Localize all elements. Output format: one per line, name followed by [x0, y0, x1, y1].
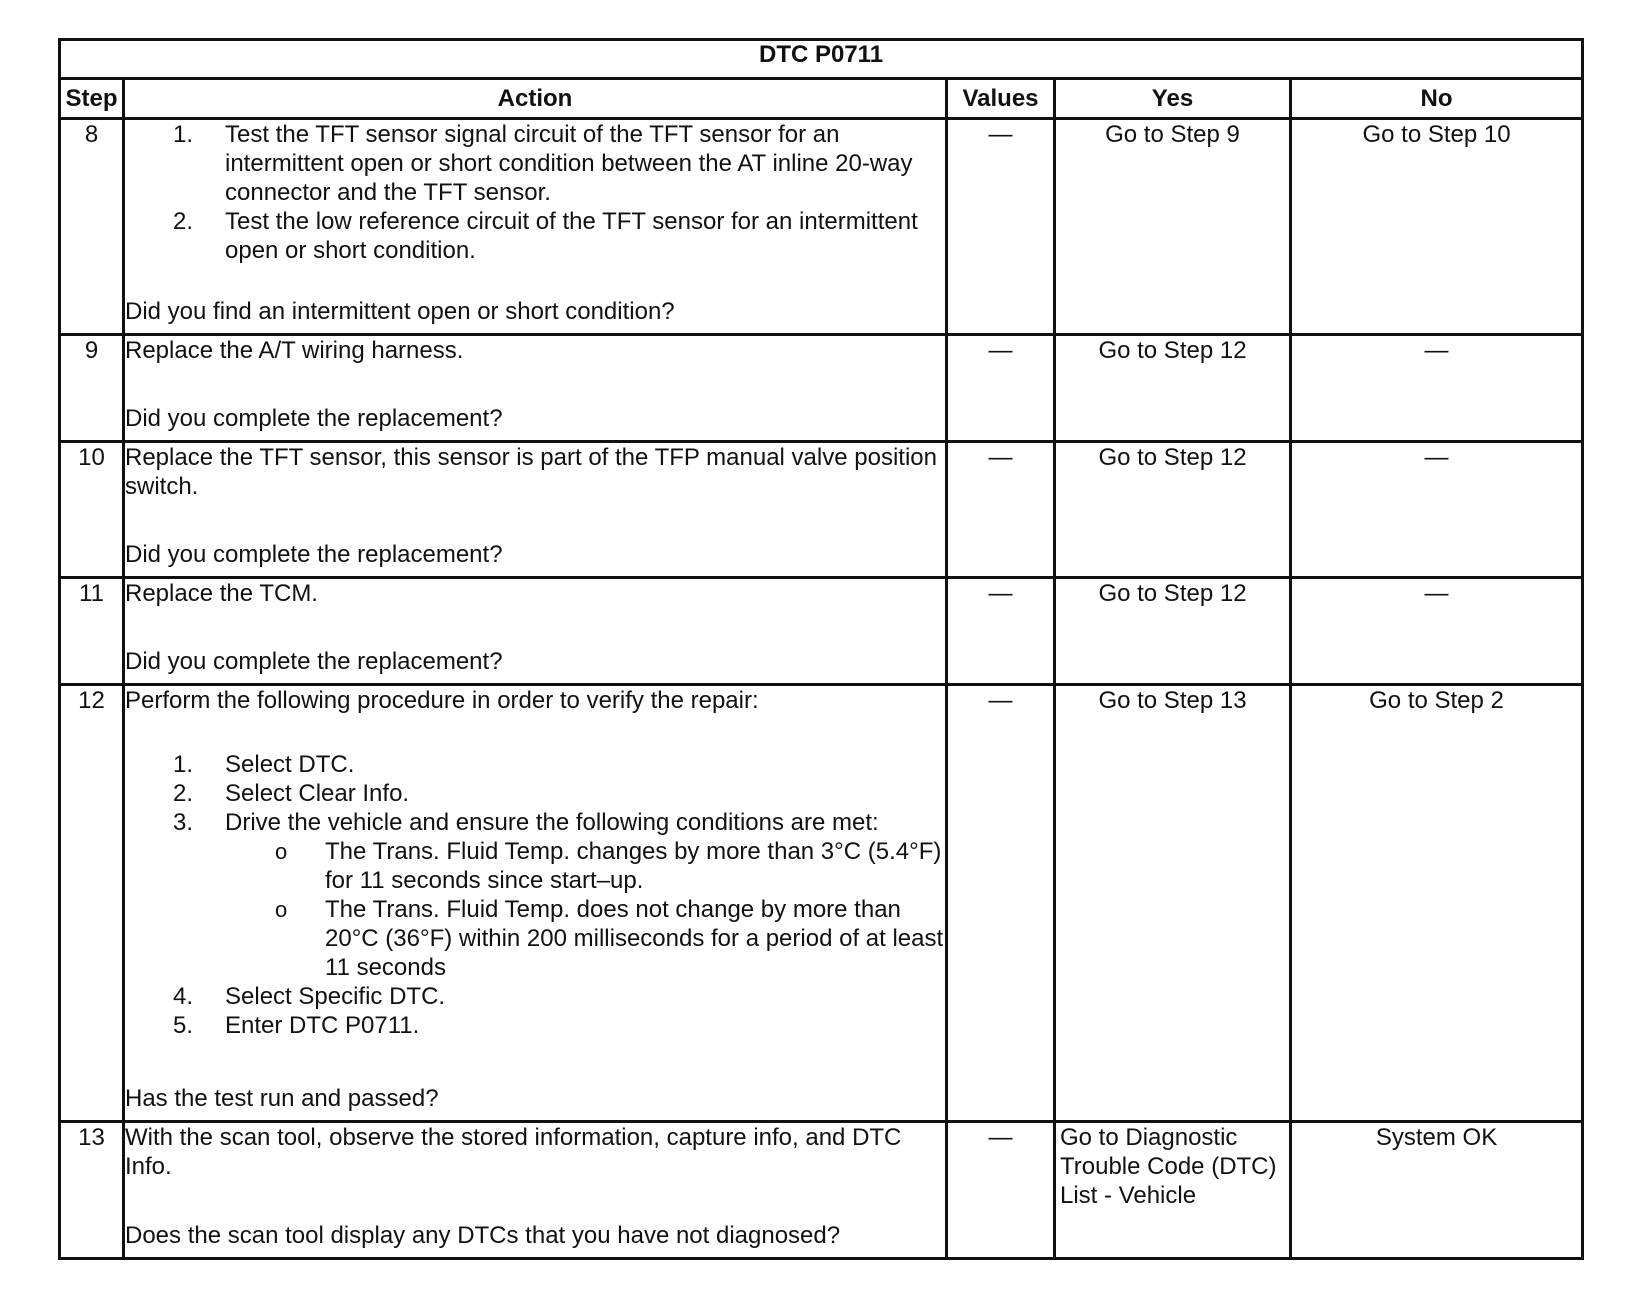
question-text: Did you find an intermittent open or short condition?	[125, 298, 675, 325]
table-row	[60, 578, 1583, 685]
table-row	[60, 335, 1583, 442]
list-item: 1. Test the TFT sensor signal circuit of the TFT sensor for an intermittent open or short condition between the AT inline 20-way connector and the TFT sensor.	[173, 121, 913, 206]
table-row	[60, 685, 1583, 1122]
instruction-text: Replace the TFT sensor, this sensor is part of the TFP manual valve position switch.	[125, 444, 937, 500]
values-cell: —	[947, 119, 1055, 335]
dtc-table	[58, 38, 1584, 1260]
list-item: o The Trans. Fluid Temp. changes by more than 3°C (5.4°F) for 11 seconds since start–up.	[275, 838, 942, 894]
list-item: 1. Select DTC.	[173, 751, 355, 778]
instruction-text: Replace the A/T wiring harness.	[125, 337, 464, 364]
step-number: 13	[60, 1122, 124, 1259]
values-cell: —	[947, 442, 1055, 578]
yes-cell: Go to Step 9	[1055, 119, 1291, 335]
list-item: 2. Test the low reference circuit of the TFT sensor for an intermittent open or short condition.	[173, 208, 918, 264]
question-text: Does the scan tool display any DTCs that you have not diagnosed?	[125, 1222, 841, 1249]
step-number: 10	[60, 442, 124, 578]
list-item: 4. Select Specific DTC.	[173, 983, 446, 1010]
no-cell: —	[1291, 442, 1583, 578]
yes-cell: Go to Step 12	[1055, 335, 1291, 442]
table-row	[60, 1122, 1583, 1259]
no-cell: —	[1291, 578, 1583, 685]
instruction-text: With the scan tool, observe the stored information, capture info, and DTC Info.	[125, 1124, 902, 1180]
header-step: Step	[60, 79, 124, 119]
action-cell	[124, 1122, 947, 1259]
question-text: Has the test run and passed?	[125, 1085, 439, 1112]
table-row	[60, 119, 1583, 335]
question-text: Did you complete the replacement?	[125, 541, 503, 568]
action-cell	[124, 335, 947, 442]
values-cell: —	[947, 335, 1055, 442]
header-action: Action	[124, 79, 947, 119]
values-cell: —	[947, 578, 1055, 685]
action-cell	[124, 578, 947, 685]
list-item: 5. Enter DTC P0711.	[173, 1012, 420, 1039]
action-cell	[124, 685, 947, 1122]
no-cell: —	[1291, 335, 1583, 442]
no-cell: Go to Step 10	[1291, 119, 1583, 335]
instruction-text: Perform the following procedure in order to verify the repair:	[125, 687, 759, 714]
step-number: 11	[60, 578, 124, 685]
values-cell: —	[947, 685, 1055, 1122]
yes-cell: Go to Step 12	[1055, 442, 1291, 578]
procedure-list	[125, 750, 945, 1040]
condition-list	[225, 837, 945, 982]
header-no: No	[1291, 79, 1583, 119]
yes-cell: Go to Diagnostic Trouble Code (DTC) List - Vehicle	[1055, 1122, 1291, 1259]
list-item: 3. Drive the vehicle and ensure the following conditions are met: o The Trans. Fluid Temp. changes by more than 3°C (5.4°F) for 11 seconds since start–up. o The Trans. Fluid Temp. does not change by more than 20°C (36°F) within 200 milliseconds for a period of at least 11 seconds	[173, 809, 944, 981]
step-number: 8	[60, 119, 124, 335]
table-row	[60, 442, 1583, 578]
table-title: DTC P0711	[60, 40, 1583, 79]
action-cell	[124, 442, 947, 578]
header-row	[60, 79, 1583, 119]
list-item: o The Trans. Fluid Temp. does not change by more than 20°C (36°F) within 200 milliseconds for a period of at least 11 seconds	[275, 896, 944, 981]
no-cell: System OK	[1291, 1122, 1583, 1259]
header-yes: Yes	[1055, 79, 1291, 119]
question-text: Did you complete the replacement?	[125, 405, 503, 432]
header-values: Values	[947, 79, 1055, 119]
values-cell: —	[947, 1122, 1055, 1259]
yes-cell: Go to Step 12	[1055, 578, 1291, 685]
step-number: 9	[60, 335, 124, 442]
action-cell	[124, 119, 947, 335]
yes-cell: Go to Step 13	[1055, 685, 1291, 1122]
question-text: Did you complete the replacement?	[125, 648, 503, 675]
no-cell: Go to Step 2	[1291, 685, 1583, 1122]
step-number: 12	[60, 685, 124, 1122]
instruction-text: Replace the TCM.	[125, 580, 318, 607]
list-item: 2. Select Clear Info.	[173, 780, 410, 807]
procedure-list	[125, 120, 945, 265]
